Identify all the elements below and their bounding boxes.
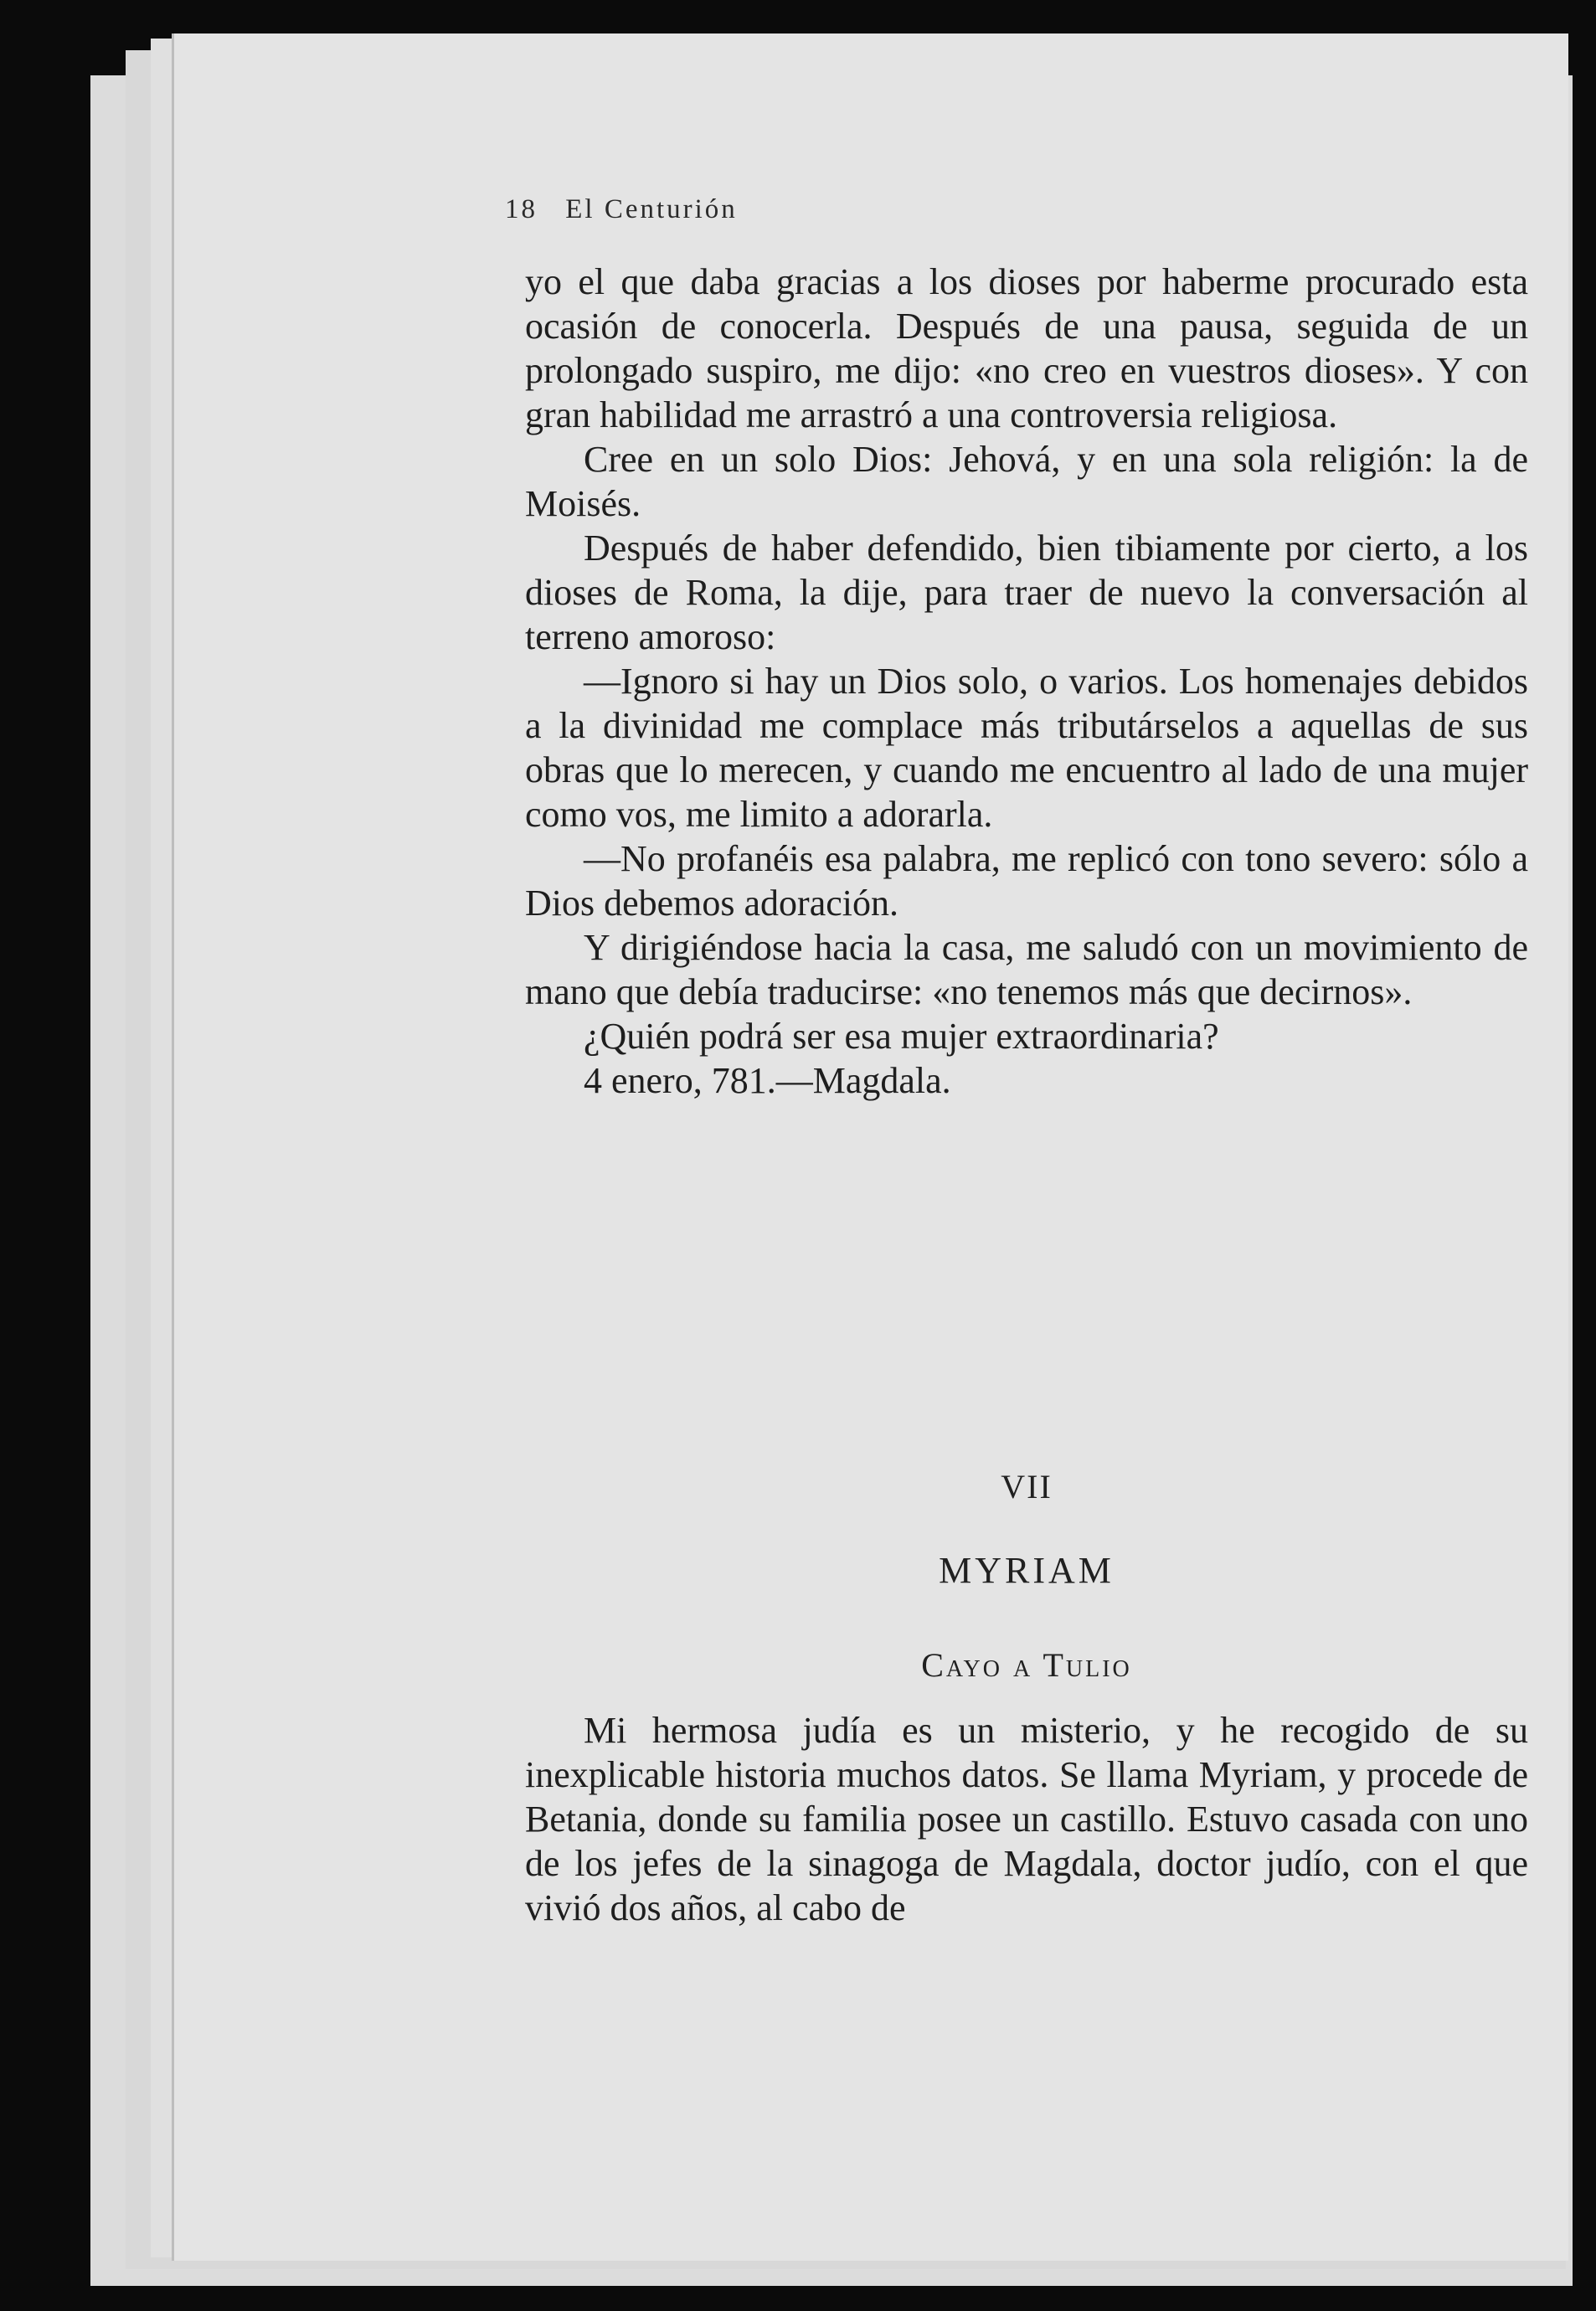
paragraph: Mi hermosa judía es un misterio, y he recogido de su inexplicable historia muchos datos. Se llama Myriam, y procede de Betania, donde su familia posee un castillo. Estuvo casada con uno de los jefes de la sinagoga de Magdala, doctor judío, con el que vivió dos años, al cabo de [525,1710,1528,1928]
running-head [505,194,738,225]
chapter-title: MYRIAM [939,1550,1115,1591]
paragraph: Después de haber defendido, bien tibiamente por cierto, a los dioses de Roma, la dije, para traer de nuevo la conversación al terreno amoroso: [525,528,1528,657]
paragraph: ¿Quién podrá ser esa mujer extraordinaria? [584,1016,1219,1057]
paragraph: 4 enero, 781.—Magdala. [584,1060,951,1101]
chapter-number: VII [1001,1468,1053,1505]
paragraph: —No profanéis esa palabra, me replicó con tono severo: sólo a Dios debemos adoración. [525,838,1528,924]
lower-text-block [525,1708,1528,1930]
paragraph: Cree en un solo Dios: Jehová, y en una sola religión: la de Moisés. [525,439,1528,524]
paragraph: yo el que daba gracias a los dioses por haberme procurado esta ocasión de conocerla. Después de una pausa, seguida de un prolongado suspiro, me dijo: «no creo en vuestros dioses». Y con gran habilidad me arrastró a una controversia religiosa. [525,261,1528,435]
chapter-subtitle: Cayo a Tulio [921,1646,1132,1684]
upper-text-block [525,260,1528,1103]
page-number: 18 [505,194,538,224]
running-title: El Centurión [565,194,738,224]
paragraph: Y dirigiéndose hacia la casa, me saludó con un movimiento de mano que debía traducirse: «no tenemos más que decirnos». [525,927,1528,1012]
paragraph: —Ignoro si hay un Dios solo, o varios. Los homenajes debidos a la divinidad me complace más tributárselos a aquellas de sus obras que lo merecen, y cuando me encuentro al lado de una mujer como vos, me limito a adorarla. [525,661,1528,835]
